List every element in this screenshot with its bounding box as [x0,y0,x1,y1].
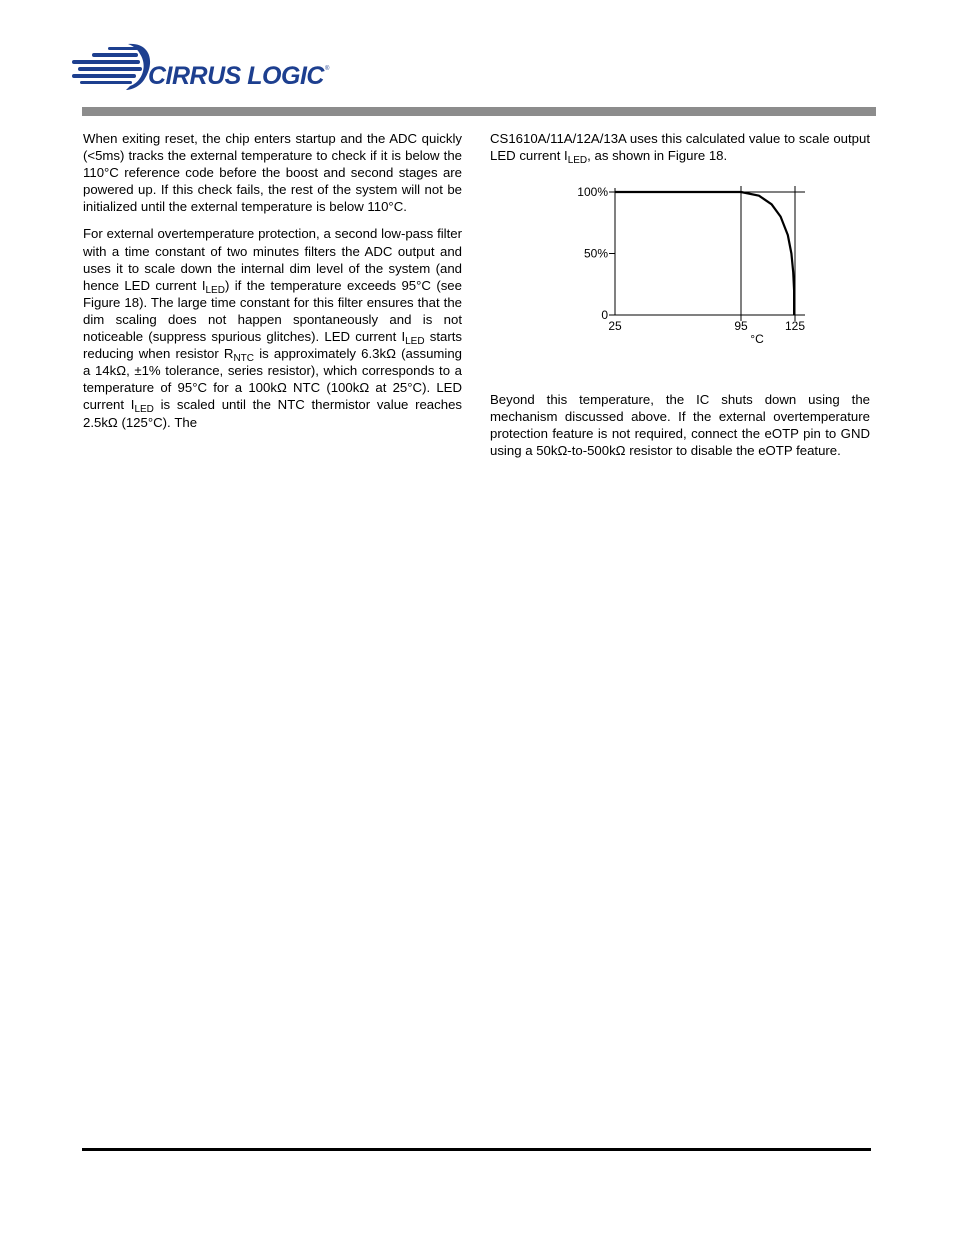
footer-divider [82,1148,871,1151]
brand-name: CIRRUS LOGIC® [148,62,329,90]
x-tick-label: 125 [784,319,806,333]
x-tick-label: 25 [608,319,622,333]
led-current-derating-chart [560,180,820,350]
right-column-bottom [490,391,870,469]
x-tick-label: 95 [734,319,748,333]
y-tick-label: 50% [583,246,608,261]
x-axis-label: °C [750,332,764,346]
y-tick-label: 0 [601,308,608,322]
paragraph-overtemperature: For external overtemperature protection, a second low-pass filter with a time constant of two minutes filters the ADC output and uses it to scale down the internal dim level of the system (and hence LED current $I_{LED}$) if the temperature exceeds 95°C (see Figure 18). The large time constant for this filter ensures that the dim scaling does not happen spontaneously and is not noticeable (suppress spurious glitches). LED current $I_{LED}$ starts reducing when resistor $R_{NTC}$ is approximately 6.3kΩ (assuming a 14kΩ, ±1% tolerance, series resistor), which corresponds to a temperature of 95°C for a 100kΩ NTC (100kΩ at 25°C). LED current $I_{LED}$ is scaled until the NTC thermistor value reaches 2.5kΩ (125°C). The [83,226,463,430]
left-column [83,130,462,441]
derating-curve [615,192,794,315]
paragraph-startup: When exiting reset, the chip enters startup and the ADC quickly (<5ms) tracks the external temperature to check if it is below the 110°C reference code before the boost and second stages are powered up. If this check fails, the rest of the system will not be initialized until the external temperature is below 110°C. [83,131,462,215]
right-column-top [490,130,870,174]
header-divider [82,107,876,116]
paragraph-shutdown: Beyond this temperature, the IC shuts down using the mechanism discussed above. If the external overtemperature protection feature is not required, connect the eOTP pin to GND using a 50kΩ-to-500kΩ resistor to disable the eOTP feature. [490,392,870,459]
y-tick-label: 100% [577,185,608,199]
paragraph-scaling: CS1610A/11A/12A/13A uses this calculated value to scale output LED current $I_{LED}$, as shown in Figure 18. [490,131,870,167]
